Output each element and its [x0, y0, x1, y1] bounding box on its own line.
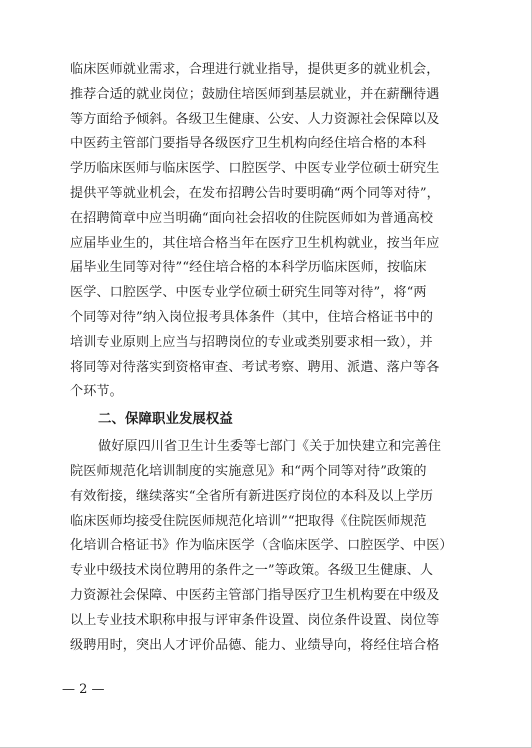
text-line: 中医药主管部门要指导各级医疗卫生机构向经住培合格的本科 [70, 136, 427, 152]
paragraph-1 [70, 58, 470, 405]
text-line: 临床医师均接受住院医师规范化培训”“把取得《住院医师规范 [70, 513, 427, 529]
text-line: 院医师规范化培训制度的实施意见》和“两个同等对待”政策的 [70, 463, 427, 479]
text-line: 专业中级技术岗位聘用的条件之一”等政策。各级卫生健康、人 [70, 563, 434, 579]
text-line: 做好原四川省卫生计生委等七部门《关于加快建立和完善住 [98, 439, 442, 455]
text-line: 级聘用时，突出人才评价品德、能力、业绩导向，将经住培合格 [70, 637, 440, 653]
text-line: 力资源社会保障、中医药主管部门指导医疗卫生机构要在中级及 [70, 587, 440, 603]
text-line: 个同等对待”纳入岗位报考具体条件（其中，住培合格证书中的 [70, 309, 434, 325]
text-line: 推荐合适的就业岗位；鼓励住培医师到基层就业，并在薪酬待遇 [70, 86, 440, 102]
text-line: 以上专业技术职称申报与评审条件设置、岗位条件设置、岗位等 [70, 612, 440, 628]
text-line: 临床医师就业需求，合理进行就业指导，提供更多的就业机会， [70, 62, 440, 77]
text-line: 个环节。 [70, 384, 123, 400]
text-line: 有效衔接，继续落实“全省所有新进医疗岗位的本科及以上学历 [70, 488, 434, 504]
document-body [70, 58, 470, 658]
text-line: 医学、口腔医学、中医专业学位硕士研究生同等对待”，将“两 [70, 285, 427, 301]
text-line: 等方面给予倾斜。各级卫生健康、公安、人力资源社会保障以及 [70, 111, 440, 127]
text-line: 培训专业原则上应当与招聘岗位的专业或类别要求相一致），并 [70, 334, 433, 350]
text-line: 在招聘简章中应当明确“面向社会招收的住院医师如为普通高校 [70, 210, 434, 226]
text-line: 学历临床医师与临床医学、口腔医学、中医专业学位硕士研究生 [70, 161, 440, 177]
text-line: 届毕业生同等对待”“经住培合格的本科学历临床医师，按临床 [70, 260, 427, 276]
section-heading: 二、保障职业发展权益 [98, 412, 233, 428]
text-line: 将同等对待落实到资格审查、考试考察、聘用、派遣、落户等各 [70, 359, 440, 375]
page-number: — 2 — [62, 682, 105, 697]
paragraph-2 [70, 435, 470, 658]
text-line: 提供平等就业机会，在发布招聘公告时要明确“两个同等对待”， [70, 185, 440, 201]
text-line: 应届毕业生的，其住培合格当年在医疗卫生机构就业，按当年应 [70, 235, 440, 251]
text-line: 化培训合格证书》作为临床医学（含临床医学、口腔医学、中医） [70, 538, 453, 554]
